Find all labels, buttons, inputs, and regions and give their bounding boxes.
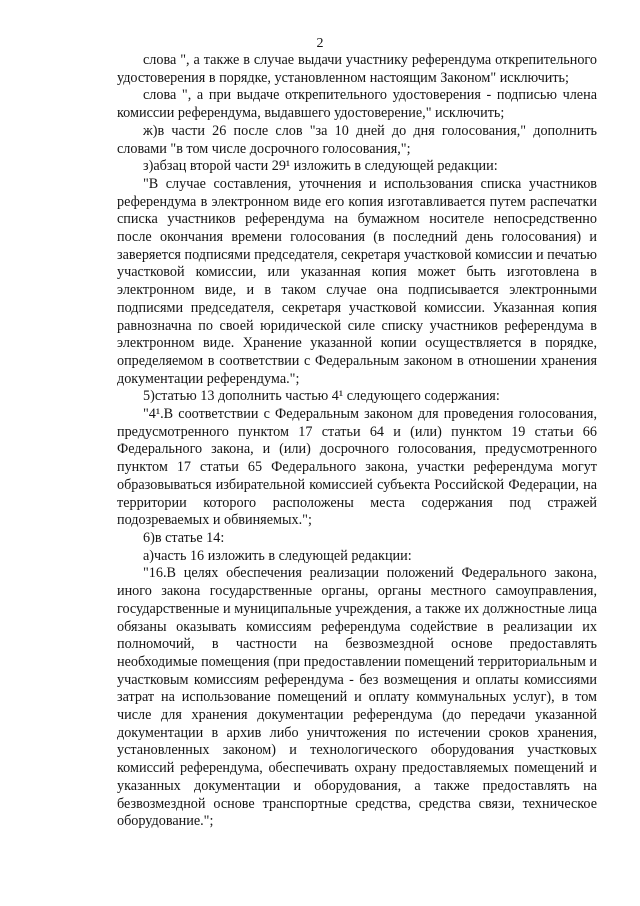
paragraph: з)абзац второй части 29¹ изложить в следующей редакции: bbox=[143, 158, 498, 175]
paragraph: "16.В целях обеспечения реализации положений Федерального закона, иного закона государственные органы, органы местного самоуправления, государственные и муниципальные учреждения, а также их должностные лица обязаны оказывать комиссиям референдума содействие в реализации их полномочий, в частности на безвозмездной основе предоставлять необходимые помещения (при предоставлении помещений территориальным и участковым комиссиям референдума - без возмещения и оплаты комиссиями затрат на использование помещений и оплату коммунальных услуг), в том числе для хранения документации референдума (до передачи указанной документации в архив либо уничтожения по истечении сроков хранения, установленных законом) и технологического оборудования участковых комиссий референдума, обеспечивать охрану предоставляемых помещений и указанных документации и оборудования, а также предоставлять на безвозмездной основе транспортные средства, средства связи, техническое оборудование."; bbox=[117, 565, 597, 830]
paragraph: слова ", а также в случае выдачи участнику референдума открепительного удостоверения в порядке, установленном настоящим Законом" исключить; bbox=[117, 52, 597, 86]
paragraph: 6)в статье 14: bbox=[143, 529, 225, 546]
paragraph: "4¹.В соответствии с Федеральным законом для проведения голосования, предусмотренного пунктом 17 статьи 64 и (или) пунктом 19 статьи 66 Федерального закона, и (или) досрочного голосования, предусмотренного пунктом 17 статьи 65 Федерального закона, участки референдума могут образовываться избирательной комиссией субъекта Российской Федерации, на территории которого расположены места содержания под стражей подозреваемых и обвиняемых."; bbox=[117, 406, 597, 529]
paragraph: "В случае составления, уточнения и использования списка участников референдума в электронном виде его копия изготавливается путем распечатки списка участников референдума на бумажном носителе непосредственно после окончания времени голосования (в последний день голосования) и заверяется подписями председателя, секретаря участковой комиссии и печатью участковой комиссии, или указанная копия может быть изготовлена в электронном виде, и в таком случае она подписывается электронными подписями председателя, секретаря участковой комиссии. Указанная копия равнозначна по своей юридической силе списку участников референдума в электронном виде. Хранение указанной копии осуществляется в порядке, определяемом в соответствии с Федеральным законом в отношении хранения документации референдума."; bbox=[117, 175, 597, 387]
paragraph: 5)статью 13 дополнить частью 4¹ следующего содержания: bbox=[143, 388, 500, 405]
paragraph: а)часть 16 изложить в следующей редакции: bbox=[143, 547, 412, 564]
document-body bbox=[117, 52, 597, 831]
paragraph: слова ", а при выдаче открепительного удостоверения - подписью члена комиссии референдума, выдавшего удостоверение," исключить; bbox=[117, 87, 597, 122]
page-number: 2 bbox=[316, 36, 324, 51]
paragraph: ж)в части 26 после слов "за 10 дней до дня голосования," дополнить словами "в том числе досрочного голосования,"; bbox=[117, 122, 597, 157]
